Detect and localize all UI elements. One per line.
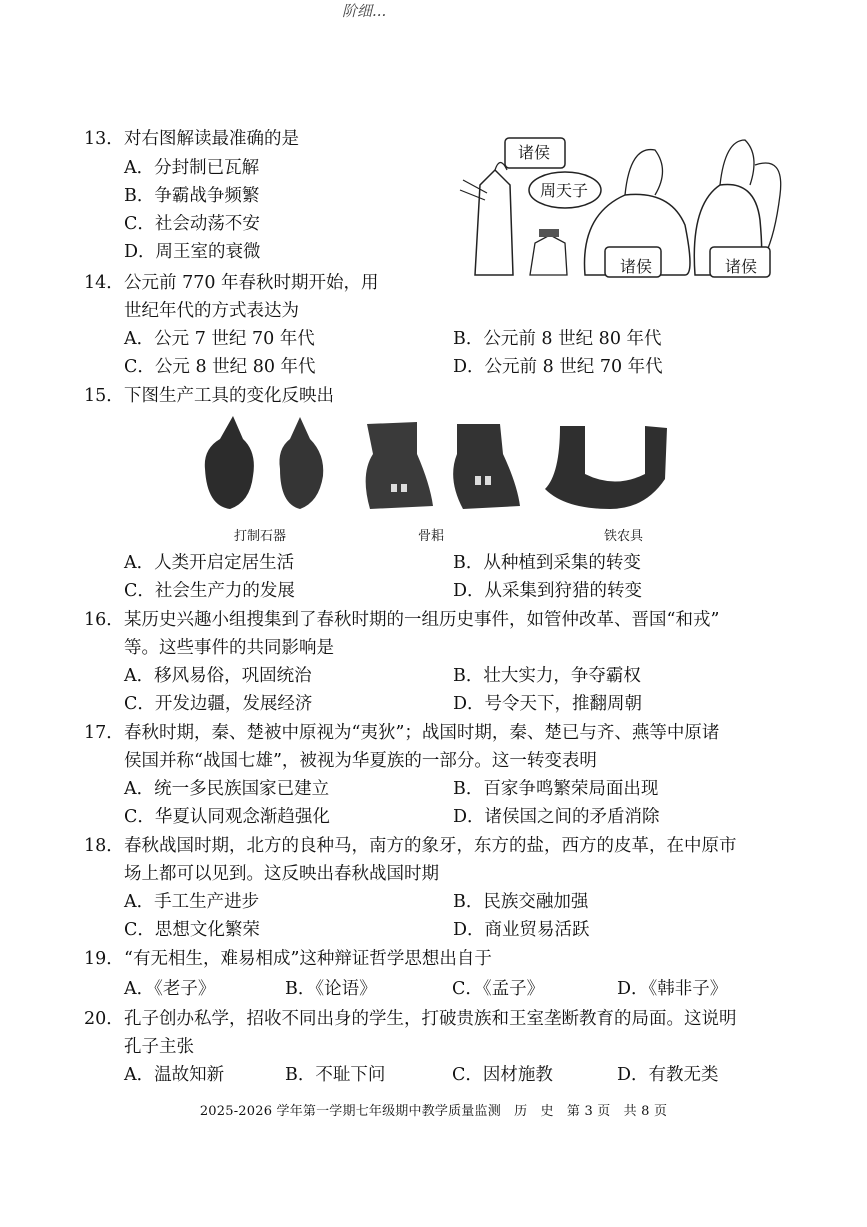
question-20-stem-line-2: 孔子主张 bbox=[124, 1037, 194, 1057]
question-number: 18． bbox=[84, 836, 124, 856]
question-19-stem bbox=[84, 948, 492, 970]
question-stem-line: 公元前 770 年春秋时期开始，用 bbox=[124, 273, 379, 293]
header-stamp: 阶细... bbox=[342, 2, 387, 20]
cartoon-label-zhuhou-3: 诸侯 bbox=[725, 257, 758, 276]
question-20-option-d: D．有教无类 bbox=[617, 1065, 719, 1085]
question-14-option-c: C．公元 8 世纪 80 年代 bbox=[124, 357, 316, 377]
question-14-option-d: D．公元前 8 世纪 70 年代 bbox=[453, 357, 663, 377]
question-17-option-b: B．百家争鸣繁荣局面出现 bbox=[453, 779, 659, 799]
question-20-option-b: B．不耻下问 bbox=[285, 1065, 386, 1085]
question-20-option-a: A．温故知新 bbox=[124, 1065, 225, 1085]
question-number: 17． bbox=[84, 723, 124, 743]
question-stem-line: “有无相生，难易相成”这种辩证哲学思想出自于 bbox=[124, 949, 492, 969]
question-19-option-a: A．《老子》 bbox=[124, 979, 216, 999]
question-17-option-d: D．诸侯国之间的矛盾消除 bbox=[453, 807, 660, 827]
question-15-option-a: A．人类开启定居生活 bbox=[124, 553, 295, 573]
question-15-stem bbox=[84, 385, 334, 407]
question-stem-line: 孔子创办私学，招收不同出身的学生，打破贵族和王室垄断教育的局面。这说明 bbox=[124, 1009, 737, 1029]
question-stem-line: 春秋战国时期，北方的良种马，南方的象牙，东方的盐，西方的皮革，在中原市 bbox=[124, 836, 737, 856]
cartoon-label-zhuhou-1: 诸侯 bbox=[518, 143, 551, 162]
question-14-option-a: A．公元 7 世纪 70 年代 bbox=[124, 329, 315, 349]
question-16-option-a: A．移风易俗，巩固统治 bbox=[124, 666, 312, 686]
question-15-option-b: B．从种植到采集的转变 bbox=[453, 553, 641, 573]
question-18-option-a: A．手工生产进步 bbox=[124, 892, 260, 912]
question-19-option-b: B．《论语》 bbox=[285, 979, 377, 999]
bone-spade-left bbox=[366, 422, 433, 509]
question-16-option-d: D．号令天下，推翻周朝 bbox=[453, 694, 643, 714]
question-16-stem-line-2: 等。这些事件的共同影响是 bbox=[124, 638, 334, 658]
question-16-option-b: B．壮大实力，争夺霸权 bbox=[453, 666, 641, 686]
question-17-option-a: A．统一多民族国家已建立 bbox=[124, 779, 330, 799]
question-15-tools-figure bbox=[195, 414, 685, 514]
question-stem-line: 春秋时期，秦、楚被中原视为“夷狄”；战国时期，秦、楚已与齐、燕等中原诸 bbox=[124, 723, 720, 743]
question-14-option-b: B．公元前 8 世纪 80 年代 bbox=[453, 329, 662, 349]
question-stem-line: 某历史兴趣小组搜集到了春秋时期的一组历史事件，如管仲改革、晋国“和戎” bbox=[124, 610, 720, 630]
question-13-option-d: D．周王室的衰微 bbox=[124, 242, 261, 262]
question-number: 13． bbox=[84, 129, 124, 149]
question-17-stem bbox=[84, 722, 719, 744]
caption-stone-tools: 打制石器 bbox=[234, 529, 287, 544]
stone-tool-right bbox=[279, 417, 323, 509]
question-number: 15． bbox=[84, 386, 124, 406]
bone-spade-right bbox=[453, 424, 520, 509]
question-17-option-c: C．华夏认同观念渐趋强化 bbox=[124, 807, 330, 827]
question-17-stem-line-2: 侯国并称“战国七雄”，被视为华夏族的一部分。这一转变表明 bbox=[124, 751, 597, 771]
stone-tool-left bbox=[205, 416, 254, 509]
question-number: 16． bbox=[84, 610, 124, 630]
question-stem-line: 对右图解读最准确的是 bbox=[124, 129, 299, 149]
page-footer: 2025-2026 学年第一学期七年级期中教学质量监测 历 史 第 3 页 共 8 页 bbox=[199, 1104, 668, 1119]
question-number: 19． bbox=[84, 949, 124, 969]
question-20-option-c: C．因材施教 bbox=[452, 1065, 553, 1085]
question-16-option-c: C．开发边疆，发展经济 bbox=[124, 694, 313, 714]
caption-bone-spade: 骨耜 bbox=[418, 529, 445, 544]
question-18-stem bbox=[84, 835, 737, 857]
question-19-option-d: D．《韩非子》 bbox=[617, 979, 728, 999]
question-19-option-c: C．《孟子》 bbox=[452, 979, 545, 999]
question-13-stem bbox=[84, 128, 299, 150]
question-13-option-b: B．争霸战争频繁 bbox=[124, 186, 260, 206]
question-16-stem bbox=[84, 609, 719, 631]
question-18-option-b: B．民族交融加强 bbox=[453, 892, 589, 912]
question-15-option-d: D．从采集到狩猎的转变 bbox=[453, 581, 643, 601]
question-15-option-c: C．社会生产力的发展 bbox=[124, 581, 295, 601]
question-14-stem-line-2: 世纪年代的方式表达为 bbox=[124, 301, 299, 321]
question-13-option-c: C．社会动荡不安 bbox=[124, 214, 260, 234]
question-14-stem bbox=[84, 272, 379, 294]
cartoon-label-zhoutianzi: 周天子 bbox=[540, 181, 589, 200]
cartoon-label-zhuhou-2: 诸侯 bbox=[620, 257, 653, 276]
question-13-option-a: A．分封制已瓦解 bbox=[124, 158, 260, 178]
question-number: 14． bbox=[84, 273, 124, 293]
question-18-stem-line-2: 场上都可以见到。这反映出春秋战国时期 bbox=[124, 864, 439, 884]
question-18-option-c: C．思想文化繁荣 bbox=[124, 920, 260, 940]
question-number: 20． bbox=[84, 1009, 124, 1029]
question-18-option-d: D．商业贸易活跃 bbox=[453, 920, 590, 940]
iron-tool bbox=[545, 426, 667, 509]
caption-iron-tools: 铁农具 bbox=[604, 529, 644, 544]
question-20-stem bbox=[84, 1008, 737, 1030]
question-stem-line: 下图生产工具的变化反映出 bbox=[124, 386, 334, 406]
